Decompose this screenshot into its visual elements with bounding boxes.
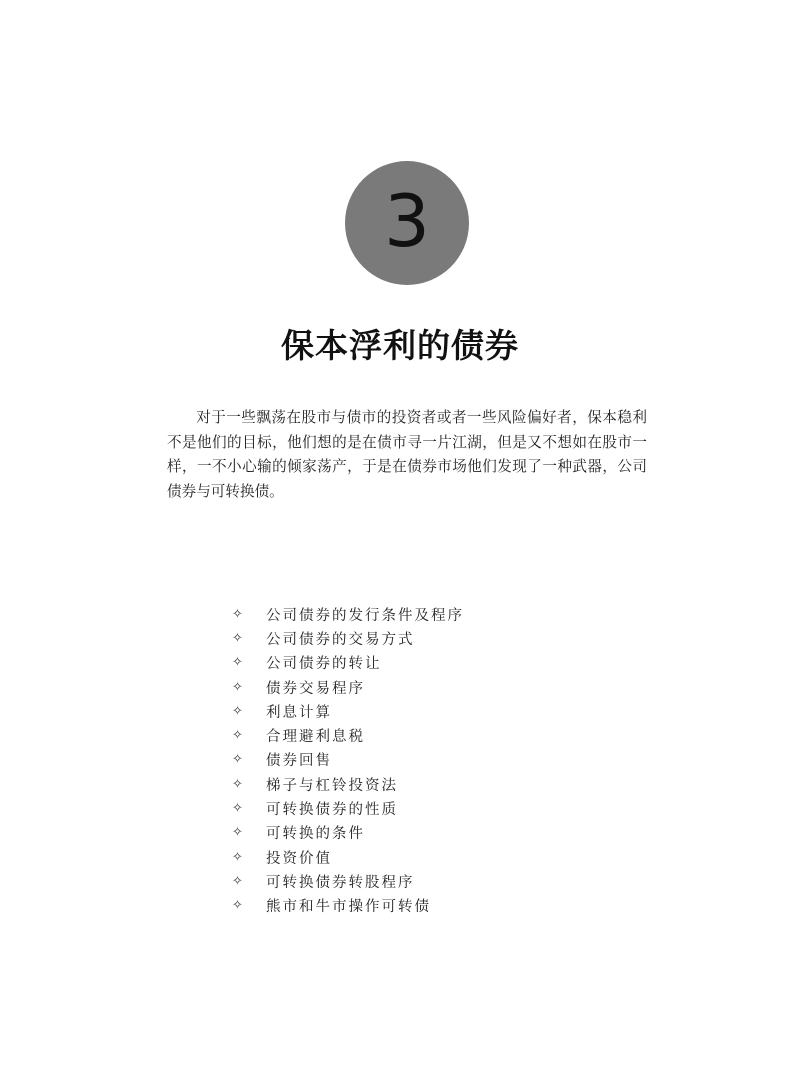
diamond-star-bullet-icon: ✧ bbox=[232, 873, 243, 889]
topic-label: 可转换债券转股程序 bbox=[266, 874, 415, 891]
topic-label: 利息计算 bbox=[266, 704, 332, 721]
topic-item bbox=[232, 723, 464, 747]
topic-label: 债券回售 bbox=[266, 753, 332, 770]
topic-label: 债券交易程序 bbox=[266, 680, 365, 697]
topic-item bbox=[232, 699, 464, 723]
topic-item bbox=[232, 772, 464, 796]
diamond-star-bullet-icon: ✧ bbox=[232, 679, 243, 695]
topic-label: 可转换债券的性质 bbox=[266, 802, 398, 819]
topic-item bbox=[232, 894, 464, 918]
topic-item bbox=[232, 869, 464, 893]
chapter-number: 3 bbox=[384, 179, 430, 263]
topic-item bbox=[232, 821, 464, 845]
topic-label: 可转换的条件 bbox=[266, 826, 365, 843]
diamond-star-bullet-icon: ✧ bbox=[232, 655, 243, 671]
diamond-star-bullet-icon: ✧ bbox=[232, 606, 243, 622]
topic-item bbox=[232, 626, 464, 650]
diamond-star-bullet-icon: ✧ bbox=[232, 898, 243, 914]
diamond-star-bullet-icon: ✧ bbox=[232, 825, 243, 841]
diamond-star-bullet-icon: ✧ bbox=[232, 752, 243, 768]
topic-label: 公司债券的发行条件及程序 bbox=[266, 607, 464, 624]
diamond-star-bullet-icon: ✧ bbox=[232, 849, 243, 865]
topic-label: 公司债券的交易方式 bbox=[266, 631, 415, 648]
diamond-star-bullet-icon: ✧ bbox=[232, 776, 243, 792]
chapter-title: 保本浮利的债券 bbox=[281, 326, 519, 365]
topic-item bbox=[232, 651, 464, 675]
chapter-intro-paragraph: 对于一些飘荡在股市与债市的投资者或者一些风险偏好者，保本稳利不是他们的目标，他们想的是在债市寻一片江湖，但是又不想如在股市一样，一不小心输的倾家荡产，于是在债券市场他们发现了一种武器，公司债券与可转换债。 bbox=[167, 409, 647, 500]
topic-label: 公司债券的转让 bbox=[266, 656, 382, 673]
topic-label: 合理避利息税 bbox=[266, 729, 365, 746]
diamond-star-bullet-icon: ✧ bbox=[232, 728, 243, 744]
chapter-number-badge bbox=[345, 161, 469, 285]
diamond-star-bullet-icon: ✧ bbox=[232, 630, 243, 646]
topic-item bbox=[232, 845, 464, 869]
diamond-star-bullet-icon: ✧ bbox=[232, 801, 243, 817]
topic-label: 投资价值 bbox=[266, 850, 332, 867]
topic-item bbox=[232, 602, 464, 626]
diamond-star-bullet-icon: ✧ bbox=[232, 703, 243, 719]
topic-item bbox=[232, 675, 464, 699]
topic-item bbox=[232, 748, 464, 772]
topic-label: 梯子与杠铃投资法 bbox=[266, 777, 398, 794]
topic-label: 熊市和牛市操作可转债 bbox=[266, 899, 431, 916]
chapter-topic-list bbox=[232, 602, 464, 918]
topic-item bbox=[232, 796, 464, 820]
